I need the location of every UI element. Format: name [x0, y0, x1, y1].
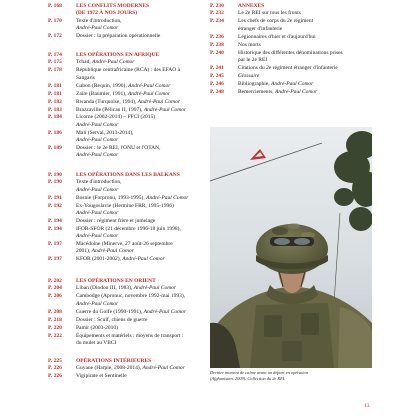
entry-text: Dossier : la préparation opérationnelle [76, 32, 161, 39]
section-annexes [210, 3, 375, 97]
entry-text: Historique des différentes dénominations prises [238, 49, 343, 56]
entry-text-continued: 2001), [76, 247, 91, 254]
entry-text: Macédoine (Minerve, 27 août-26 septembre [76, 240, 173, 247]
toc-entry [48, 195, 206, 202]
toc-entry [48, 114, 206, 128]
page-ref: P. 240 [210, 49, 224, 56]
section-interieures [48, 358, 206, 382]
entry-author: André-Paul Comor [76, 151, 119, 158]
section-conflits-modernes [48, 3, 206, 41]
entry-text: Licorne (2002-2014) – FFCI (2015) [76, 114, 156, 121]
toc-entry [48, 226, 206, 240]
entry-text: KFOR (2001-2002), [76, 255, 121, 262]
toc-entry [48, 285, 206, 292]
entry-text: Tchad, [76, 59, 91, 66]
entry-line [76, 309, 206, 316]
entry-text: Remerciements, [238, 88, 274, 95]
page-ref: P. 186 [48, 129, 62, 136]
page-ref: P. 175 [48, 59, 62, 66]
page-ref: P. 225 [48, 357, 62, 364]
toc-entry [48, 309, 206, 316]
page-ref: P. 191 [48, 194, 62, 201]
entry-text: Gabon (Requin, 1990), [76, 82, 127, 89]
entry-text: Le 2e REI sur tous les fronts [238, 10, 301, 17]
toc-entry [48, 83, 206, 90]
entry-text: Vigipirate et Sentinelle [76, 373, 127, 380]
section-title: ANNEXES [238, 2, 265, 9]
section-heading [210, 3, 375, 10]
entry-text: Les chefs de corps du 2e régiment [238, 18, 314, 25]
entry-line [76, 256, 206, 263]
page-ref: P. 208 [48, 308, 62, 315]
page-ref: P. 206 [48, 293, 62, 300]
toc-entry [210, 42, 375, 49]
entry-author: André-Paul Comor [128, 82, 171, 89]
page-ref: P. 194 [48, 225, 62, 232]
section-subtitle: (DE 1972 À NOS JOURS) [76, 9, 138, 16]
entry-text: Guyane (Harpie, 2008-2014), [76, 365, 142, 372]
entry-author: André-Paul Comor [76, 232, 119, 239]
entry-author: André-Paul Comor [76, 300, 119, 307]
page-ref: P. 197 [48, 255, 62, 262]
entry-text: Zaïre (Baumier, 1991), [76, 90, 127, 97]
toc-entry [48, 91, 206, 98]
entry-line [238, 81, 375, 88]
page-ref: P. 236 [210, 33, 224, 40]
page-ref: P. 189 [48, 144, 62, 151]
entry-line [76, 365, 206, 372]
page-ref: P. 220 [48, 324, 62, 331]
toc-entry [48, 59, 206, 66]
section-heading [48, 358, 206, 365]
entry-author: André-Paul Comor [143, 308, 186, 315]
entry-text-continued: Sangaris [76, 74, 95, 81]
entry-text: Glossaire [238, 72, 260, 79]
entry-line [76, 195, 206, 202]
page-ref: P. 226 [48, 373, 62, 380]
entry-author: André-Paul Comor [92, 59, 135, 66]
entry-author: André-Paul Comor [137, 98, 180, 105]
page-ref: P. 245 [210, 72, 224, 79]
toc-entry [48, 18, 206, 32]
entry-text: Bibliographie, [238, 80, 270, 87]
page-ref: P. 178 [48, 67, 62, 74]
toc-entry [48, 293, 206, 307]
section-balkans [48, 172, 206, 264]
section-title: LES OPÉRATIONS EN AFRIQUE [76, 51, 160, 58]
toc-entry [48, 333, 206, 347]
page-ref: P. 241 [210, 64, 224, 71]
entry-author: André-Paul Comor [76, 121, 119, 128]
entry-text: Équipements et matériels : moyens de transport : [76, 332, 184, 339]
entry-author: André-Paul Comor [274, 88, 318, 95]
page-ref: P. 172 [48, 32, 62, 39]
entry-text: Texte d'introduction, [76, 179, 122, 186]
page-ref: P. 222 [48, 332, 62, 339]
toc-entry [48, 107, 206, 114]
caption-line: Dernier moment de calme avant un départ en opération [210, 370, 309, 375]
toc-entry [210, 10, 375, 17]
page-number: 13 [364, 403, 370, 409]
section-heading [48, 172, 206, 179]
page-ref: P. 183 [48, 106, 62, 113]
section-afrique [48, 52, 206, 160]
entry-text: Citations du 2e régiment étranger d'infanterie [238, 64, 338, 71]
page-ref: P. 226 [48, 365, 62, 372]
entry-text: Ex-Yougoslavie (Hermine FRR, 1995-1996) [76, 202, 174, 209]
entry-line [76, 285, 206, 292]
entry-line [76, 248, 206, 255]
soldier-photo [210, 127, 372, 368]
entry-author: André-Paul Comor [122, 255, 165, 262]
page-ref: P. 182 [48, 98, 62, 105]
entry-author: André-Paul Comor [76, 209, 119, 216]
entry-text: République centrafricaine (RCA) : des EFAO à [76, 67, 181, 74]
entry-author: André-Paul Comor [271, 80, 314, 87]
toc-entry [48, 145, 206, 159]
toc-entry [48, 241, 206, 255]
toc-entry [48, 179, 206, 193]
entry-line [76, 59, 206, 66]
page-ref: P. 170 [48, 17, 62, 24]
section-heading [48, 278, 206, 285]
entry-text: Bosnie (Forpronu, 1993-1995), [76, 194, 145, 201]
photo-caption [210, 370, 372, 381]
page-ref: P. 192 [48, 202, 62, 209]
entry-text: Dossier : le 2e REI, l'ONU et l'OTAN, [76, 144, 161, 151]
toc-entry [210, 50, 375, 64]
toc-entry [48, 67, 206, 81]
page-ref: P. 190 [48, 171, 62, 178]
page-ref: P. 174 [48, 51, 62, 58]
section-title: LES CONFLITS MODERNES [76, 2, 150, 9]
entry-author: André-Paul Comor [91, 247, 134, 254]
entry-text: Nos morts [238, 41, 261, 48]
entry-author: André-Paul Comor [143, 106, 187, 113]
page-ref: P. 238 [210, 41, 224, 48]
section-title: LES OPÉRATIONS EN ORIENT [76, 277, 156, 284]
page-ref: P. 181 [48, 90, 62, 97]
caption-line: (Afghanistan, 2009). Collection du 2e REI. [210, 375, 286, 381]
section-title: LES OPÉRATIONS DANS LES BALKANS [76, 171, 180, 178]
section-title: OPÉRATIONS INTÉRIEURES [76, 357, 152, 364]
entry-line [76, 91, 206, 98]
entry-text: IFOR-SFOR (21 décembre 1996-18 juin 1998), [76, 225, 181, 232]
entry-author: André-Paul Comor [146, 194, 189, 201]
toc-entry [210, 89, 375, 96]
entry-author: André-Paul Comor [76, 186, 119, 193]
toc-entry [48, 218, 206, 225]
page-ref: P. 248 [210, 88, 224, 95]
entry-line [76, 99, 206, 106]
toc-entry [210, 65, 375, 72]
page-ref: P. 194 [48, 217, 62, 224]
entry-text: Guerre du Golfe (1990-1991), [76, 308, 143, 315]
toc-entry [48, 130, 206, 144]
toc-entry [48, 317, 206, 324]
toc-entry [210, 34, 375, 41]
entry-line [76, 107, 206, 114]
entry-author: André-Paul Comor [76, 24, 119, 31]
entry-text-continued: du mulet au VBCI [76, 339, 117, 346]
entry-text: Dossier : Sculf, chiens de guerre [76, 316, 148, 323]
toc-entry [48, 373, 206, 380]
page-ref: P. 184 [48, 114, 62, 121]
entry-author: André-Paul Comor [127, 90, 171, 97]
entry-text: Dossier : régiment frère et jumelage [76, 217, 156, 224]
entry-text: Rwanda (Turquoise, 1994), [76, 98, 137, 105]
page-ref: P. 230 [210, 2, 224, 9]
entry-author: André-Paul Comor [76, 136, 119, 143]
toc-entry [48, 99, 206, 106]
page-ref: P. 197 [48, 240, 62, 247]
page-ref: P. 168 [48, 2, 62, 9]
entry-text: Brazzaville (Pélican II, 1997), [76, 106, 143, 113]
toc-entry [210, 81, 375, 88]
entry-line [238, 89, 375, 96]
toc-entry [210, 18, 375, 32]
entry-text: Cambodge (Apronuc, novembre 1992-mai 1993), [76, 293, 186, 300]
toc-entry [48, 256, 206, 263]
entry-text: Texte d'introduction, [76, 17, 122, 24]
page-ref: P. 232 [210, 10, 224, 17]
entry-text: Légionnaires d'hier et d'aujourd'hui [238, 33, 316, 40]
toc-entry [48, 325, 206, 332]
entry-text: Liban (Diodon III, 1983), [76, 285, 133, 292]
entry-text: Mali (Serval, 2013-2014), [76, 129, 134, 136]
entry-text: Pamir (2003-2010) [76, 324, 119, 331]
section-heading [48, 52, 206, 59]
entry-text-continued: par le 2e REI [238, 56, 268, 63]
page-ref: P. 246 [210, 80, 224, 87]
toc-entry [48, 365, 206, 372]
entry-line [76, 83, 206, 90]
page-ref: P. 181 [48, 82, 62, 89]
section-heading [48, 3, 206, 17]
page-ref: P. 190 [48, 179, 62, 186]
toc-entry [48, 203, 206, 217]
page-ref: P. 202 [48, 277, 62, 284]
entry-author: André-Paul Comor [133, 285, 177, 292]
toc-entry [48, 33, 206, 40]
section-orient [48, 278, 206, 348]
entry-text-continued: étranger d'infanterie [238, 25, 283, 32]
toc-entry [210, 73, 375, 80]
page-ref: P. 204 [48, 285, 62, 292]
entry-author: André-Paul Comor [142, 365, 185, 372]
page-ref: P. 218 [48, 316, 62, 323]
page-ref: P. 234 [210, 18, 224, 25]
